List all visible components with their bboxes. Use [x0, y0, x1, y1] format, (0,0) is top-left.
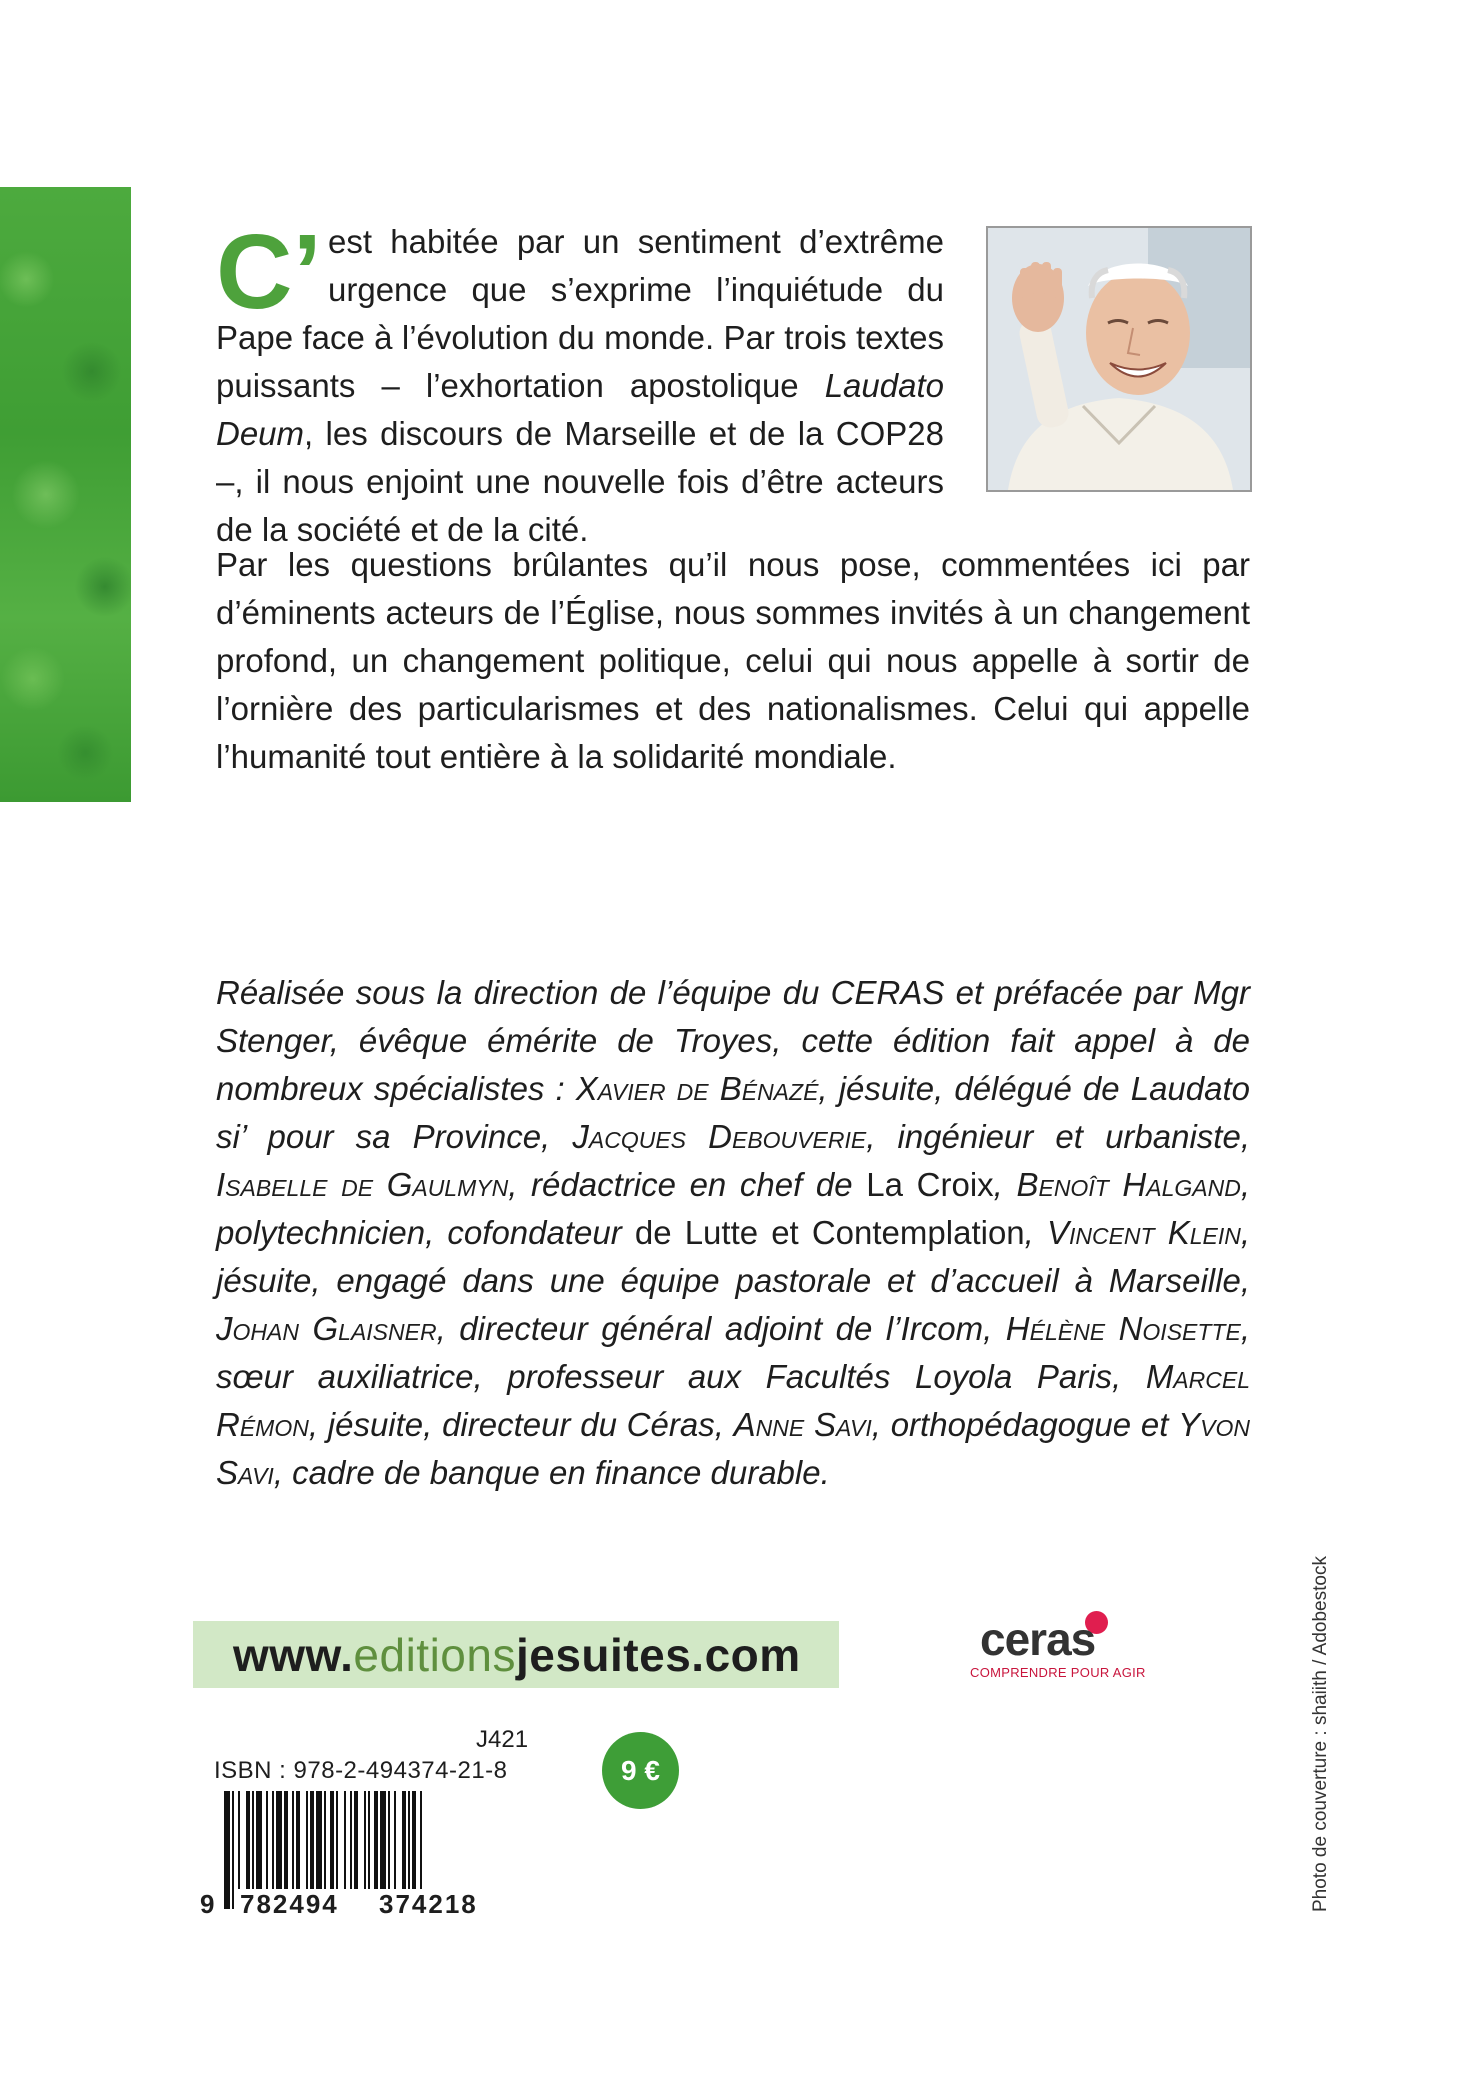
contributor-role: , jésuite, engagé dans une équipe pastorale et d’accueil à Marseille,	[216, 1214, 1251, 1299]
contributor-name: Anne Savi	[733, 1406, 872, 1443]
contributor-name: Yvon Savi	[216, 1406, 1250, 1491]
organization-name: de Lutte et Contemplation	[634, 1214, 1025, 1251]
contributor-name: Johan Glaisner	[216, 1310, 437, 1347]
contributor-role: , polytechnicien, cofondateur	[216, 1166, 1250, 1251]
photo-credit: Photo de couverture : shaiith / Adobestock	[1310, 1556, 1331, 1912]
intro-text-end: , les discours de Marseille et de la COP28 –, il nous enjoint une nouvelle fois d’être acteurs de la société et de la cité.	[216, 415, 944, 548]
intro-title-italic: Laudato Deum	[216, 367, 944, 452]
isbn-label: ISBN : 978-2-494374-21-8	[214, 1757, 508, 1784]
contributor-role: , jésuite, délégué de Laudato si’ pour sa Province,	[216, 1070, 1251, 1155]
contributor-role: , ingénieur et urbaniste,	[866, 1118, 1250, 1155]
contributor-role: , rédactrice en chef de	[508, 1166, 867, 1203]
ceras-tagline: COMPRENDRE POUR AGIR	[970, 1665, 1146, 1680]
green-forest-strip	[0, 187, 131, 802]
contributor-role: , sœur auxiliatrice, professeur aux Facultés Loyola Paris,	[216, 1310, 1250, 1395]
separator: ,	[993, 1166, 1017, 1203]
contributor-role: , orthopédagogue et	[871, 1406, 1179, 1443]
url-middle: editions	[353, 1629, 516, 1681]
contributor-name: Xavier de Bénazé	[575, 1070, 819, 1107]
url-suffix: jesuites.com	[515, 1629, 801, 1681]
contributors-paragraph	[216, 969, 1250, 1497]
contributor-name: Hélène Noisette	[1005, 1310, 1241, 1347]
pope-portrait-illustration	[988, 228, 1250, 490]
drop-cap: C’	[216, 213, 322, 331]
separator: ,	[1024, 1214, 1047, 1251]
barcode-digits-left: 782494	[240, 1889, 339, 1919]
intro-text-start: est habitée par un sentiment d’extrême urgence que s’exprime l’inquiétude du Pape face à l’évolution du monde. Par trois textes puissants – l’exhortation apostolique	[216, 223, 944, 404]
product-code: J421	[476, 1726, 529, 1753]
price-badge: 9 €	[602, 1732, 679, 1809]
contributor-name: Isabelle de Gaulmyn	[216, 1166, 509, 1203]
contributors-lead: Réalisée sous la direction de l’équipe du CERAS et préfacée par Mgr Stenger, évêque émérite de Troyes, cette édition fait appel à de nombreux spécialistes :	[216, 974, 1250, 1107]
url-prefix: www.	[233, 1629, 354, 1681]
pope-photo	[986, 226, 1252, 492]
contributor-role: , jésuite, directeur du Céras,	[308, 1406, 734, 1443]
website-url[interactable]	[233, 1628, 801, 1682]
contributor-name: Vincent Klein	[1046, 1214, 1241, 1251]
contributor-name: Benoît Halgand	[1016, 1166, 1241, 1203]
ceras-logo-word: ceras	[980, 1613, 1096, 1665]
contributor-name: Jacques Debouverie	[572, 1118, 867, 1155]
contributor-role: , cadre de banque en finance durable.	[273, 1454, 830, 1491]
publication-name: La Croix	[866, 1166, 994, 1203]
contributor-role: , directeur général adjoint de l’Ircom,	[436, 1310, 1006, 1347]
second-paragraph: Par les questions brûlantes qu’il nous pose, commentées ici par d’éminents acteurs de l’Église, nous sommes invités à un changement profond, un changement politique, celui qui nous appelle à sortir de l’ornière des particularismes et des nationalismes. Celui qui appelle l’humanité tout entière à la solidarité mondiale.	[216, 546, 1250, 775]
contributor-name: Marcel Rémon	[216, 1358, 1250, 1443]
intro-paragraph	[216, 213, 944, 554]
barcode-digit-first: 9	[200, 1889, 217, 1919]
barcode-digits-right: 374218	[379, 1889, 478, 1919]
